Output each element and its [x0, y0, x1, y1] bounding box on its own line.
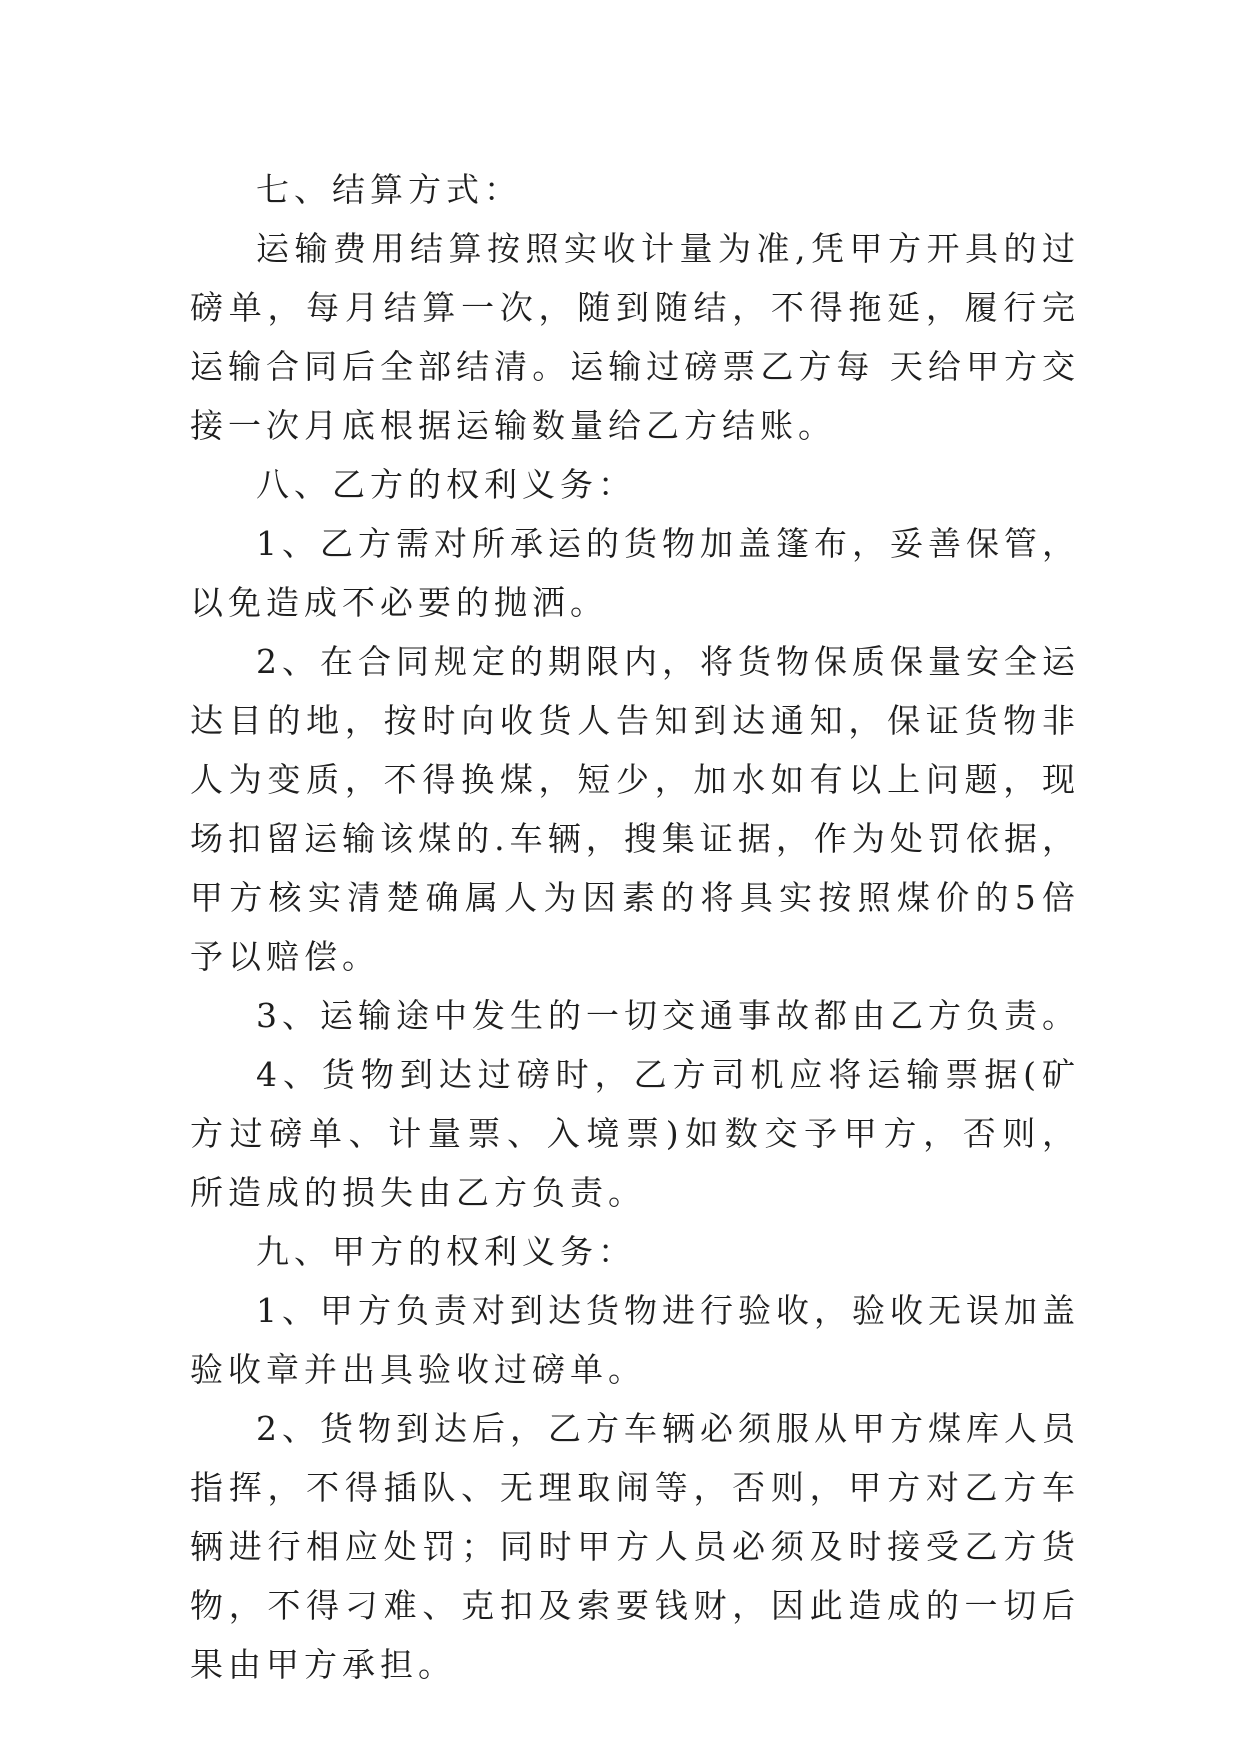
section-heading-party-a-rights: 九、甲方的权利义务：: [256, 1232, 636, 1271]
clause-a-2: 2、货物到达后，乙方车辆必须服从甲方煤库人员指挥，不得插队、无理取闹等，否则，甲方对乙方车辆进行相应处罚；同时甲方人员必须及时接受乙方货物，不得刁难、克扣及索要钱财，因此造成的一切后果由甲方承担。: [190, 1409, 1080, 1684]
clause-a-1: 1、甲方负责对到达货物进行验收，验收无误加盖验收章并出具验收过磅单。: [190, 1291, 1080, 1389]
paragraph-settlement-terms: 运输费用结算按照实收计量为准,凭甲方开具的过磅单，每月结算一次，随到随结，不得拖延，履行完运输合同后全部结清。运输过磅票乙方每 天给甲方交接一次月底根据运输数量给乙方结账。: [190, 229, 1080, 445]
section-heading-settlement: 七、结算方式：: [256, 170, 522, 209]
document-body: [190, 160, 1080, 1694]
clause-b-4: 4、货物到达过磅时，乙方司机应将运输票据(矿方过磅单、计量票、入境票)如数交予甲方，否则，所造成的损失由乙方负责。: [190, 1055, 1080, 1212]
clause-b-1: 1、乙方需对所承运的货物加盖篷布，妥善保管，以免造成不必要的抛洒。: [190, 524, 1080, 622]
section-heading-party-b-rights: 八、乙方的权利义务：: [256, 465, 636, 504]
clause-b-3: 3、运输途中发生的一切交通事故都由乙方负责。: [256, 996, 1080, 1035]
clause-b-2: 2、在合同规定的期限内，将货物保质保量安全运达目的地，按时向收货人告知到达通知，保证货物非人为变质，不得换煤，短少，加水如有以上问题，现场扣留运输该煤的.车辆，搜集证据，作为处罚依据，甲方核实清楚确属人为因素的将具实按照煤价的5倍予以赔偿。: [190, 642, 1080, 976]
